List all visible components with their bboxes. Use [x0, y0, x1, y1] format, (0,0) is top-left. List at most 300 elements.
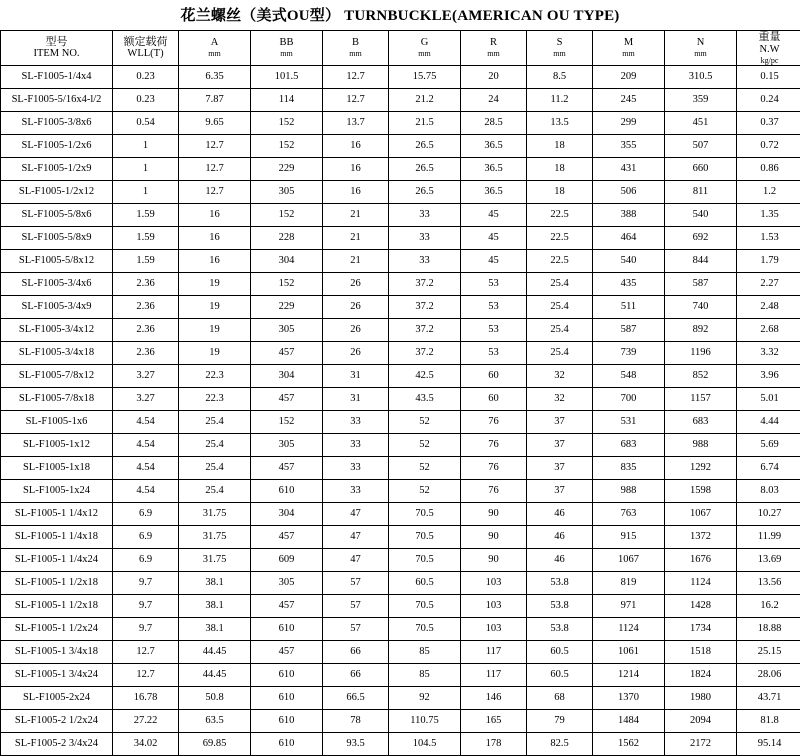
cell-value: 3.27: [113, 387, 179, 410]
cell-item-no: SL-F1005-5/8x9: [1, 226, 113, 249]
cell-value: 152: [251, 111, 323, 134]
cell-value: 43.5: [389, 387, 461, 410]
cell-value: 152: [251, 410, 323, 433]
cell-value: 12.7: [113, 640, 179, 663]
cell-value: 835: [593, 456, 665, 479]
cell-value: 1214: [593, 663, 665, 686]
cell-value: 2094: [665, 709, 737, 732]
cell-value: 37: [527, 433, 593, 456]
cell-value: 43.71: [737, 686, 800, 709]
cell-value: 610: [251, 617, 323, 640]
cell-value: 53: [461, 341, 527, 364]
cell-value: 53: [461, 318, 527, 341]
cell-value: 12.7: [323, 88, 389, 111]
column-header-wll: [113, 31, 179, 66]
cell-value: 53: [461, 295, 527, 318]
table-row: [1, 617, 800, 640]
cell-value: 2.36: [113, 341, 179, 364]
cell-value: 1: [113, 134, 179, 157]
column-header-m: [593, 31, 665, 66]
cell-value: 103: [461, 594, 527, 617]
cell-value: 2172: [665, 732, 737, 755]
cell-value: 70.5: [389, 617, 461, 640]
cell-value: 852: [665, 364, 737, 387]
table-row: [1, 686, 800, 709]
cell-value: 103: [461, 617, 527, 640]
cell-value: 146: [461, 686, 527, 709]
cell-value: 44.45: [179, 663, 251, 686]
cell-value: 79: [527, 709, 593, 732]
table-row: [1, 203, 800, 226]
cell-value: 464: [593, 226, 665, 249]
cell-value: 33: [323, 456, 389, 479]
cell-value: 25.4: [179, 410, 251, 433]
cell-value: 26: [323, 318, 389, 341]
cell-value: 2.48: [737, 295, 800, 318]
cell-value: 15.75: [389, 65, 461, 88]
table-row: [1, 456, 800, 479]
cell-item-no: SL-F1005-1 1/2x18: [1, 571, 113, 594]
cell-value: 81.8: [737, 709, 800, 732]
cell-item-no: SL-F1005-1 1/4x24: [1, 548, 113, 571]
cell-value: 38.1: [179, 571, 251, 594]
cell-value: 90: [461, 548, 527, 571]
cell-value: 70.5: [389, 594, 461, 617]
table-row: [1, 410, 800, 433]
cell-value: 457: [251, 594, 323, 617]
cell-value: 93.5: [323, 732, 389, 755]
cell-item-no: SL-F1005-7/8x12: [1, 364, 113, 387]
cell-value: 46: [527, 502, 593, 525]
cell-value: 38.1: [179, 594, 251, 617]
cell-value: 1.53: [737, 226, 800, 249]
table-row: [1, 548, 800, 571]
cell-value: 60.5: [527, 663, 593, 686]
cell-value: 26: [323, 295, 389, 318]
cell-value: 548: [593, 364, 665, 387]
table-row: [1, 479, 800, 502]
cell-value: 101.5: [251, 65, 323, 88]
cell-value: 60: [461, 364, 527, 387]
table-row: [1, 732, 800, 755]
table-header: [1, 31, 800, 66]
cell-item-no: SL-F1005-1 1/4x18: [1, 525, 113, 548]
cell-value: 53.8: [527, 594, 593, 617]
cell-value: 18.88: [737, 617, 800, 640]
cell-value: 21: [323, 249, 389, 272]
column-header-weight-cjk: 重量: [737, 31, 800, 44]
cell-value: 178: [461, 732, 527, 755]
cell-value: 1.79: [737, 249, 800, 272]
cell-value: 26.5: [389, 157, 461, 180]
cell-value: 6.74: [737, 456, 800, 479]
cell-value: 52: [389, 433, 461, 456]
cell-value: 4.54: [113, 456, 179, 479]
cell-value: 359: [665, 88, 737, 111]
cell-value: 1562: [593, 732, 665, 755]
cell-value: 31.75: [179, 525, 251, 548]
cell-value: 355: [593, 134, 665, 157]
cell-value: 511: [593, 295, 665, 318]
table-body: [1, 65, 800, 755]
cell-value: 6.9: [113, 502, 179, 525]
cell-item-no: SL-F1005-3/4x12: [1, 318, 113, 341]
cell-value: 85: [389, 640, 461, 663]
cell-item-no: SL-F1005-3/4x6: [1, 272, 113, 295]
table-row: [1, 295, 800, 318]
cell-value: 1: [113, 180, 179, 203]
cell-value: 811: [665, 180, 737, 203]
cell-value: 1067: [665, 502, 737, 525]
cell-value: 57: [323, 571, 389, 594]
cell-value: 16: [179, 226, 251, 249]
cell-value: 33: [389, 226, 461, 249]
cell-value: 33: [389, 249, 461, 272]
cell-value: 42.5: [389, 364, 461, 387]
table-row: [1, 180, 800, 203]
cell-value: 37.2: [389, 318, 461, 341]
column-header-s-label: S: [527, 37, 592, 49]
cell-value: 25.4: [179, 456, 251, 479]
cell-value: 44.45: [179, 640, 251, 663]
cell-value: 37.2: [389, 295, 461, 318]
cell-value: 22.3: [179, 387, 251, 410]
table-row: [1, 502, 800, 525]
cell-value: 11.99: [737, 525, 800, 548]
cell-value: 18: [527, 180, 593, 203]
cell-value: 110.75: [389, 709, 461, 732]
cell-value: 2.68: [737, 318, 800, 341]
cell-value: 1292: [665, 456, 737, 479]
cell-value: 45: [461, 203, 527, 226]
cell-value: 1067: [593, 548, 665, 571]
cell-value: 435: [593, 272, 665, 295]
table-row: [1, 88, 800, 111]
cell-value: 13.56: [737, 571, 800, 594]
cell-value: 90: [461, 502, 527, 525]
cell-value: 1061: [593, 640, 665, 663]
cell-value: 20: [461, 65, 527, 88]
cell-value: 18: [527, 157, 593, 180]
cell-item-no: SL-F1005-1/2x6: [1, 134, 113, 157]
cell-value: 229: [251, 295, 323, 318]
cell-value: 12.7: [179, 180, 251, 203]
cell-value: 46: [527, 548, 593, 571]
column-header-g: [389, 31, 461, 66]
cell-value: 0.23: [113, 65, 179, 88]
cell-value: 1157: [665, 387, 737, 410]
cell-value: 60: [461, 387, 527, 410]
page-title: 花兰螺丝（美式OU型） TURNBUCKLE(AMERICAN OU TYPE): [0, 0, 800, 30]
cell-value: 305: [251, 318, 323, 341]
cell-item-no: SL-F1005-1 1/4x12: [1, 502, 113, 525]
cell-value: 53.8: [527, 617, 593, 640]
table-row: [1, 157, 800, 180]
cell-value: 7.87: [179, 88, 251, 111]
cell-value: 310.5: [665, 65, 737, 88]
cell-value: 57: [323, 617, 389, 640]
cell-item-no: SL-F1005-1 3/4x18: [1, 640, 113, 663]
cell-item-no: SL-F1005-1/2x9: [1, 157, 113, 180]
cell-value: 457: [251, 341, 323, 364]
column-header-bb-unit: mm: [251, 49, 322, 58]
cell-value: 1: [113, 157, 179, 180]
cell-value: 117: [461, 663, 527, 686]
table-row: [1, 134, 800, 157]
table-row: [1, 594, 800, 617]
cell-value: 37: [527, 479, 593, 502]
cell-value: 0.54: [113, 111, 179, 134]
cell-value: 2.36: [113, 318, 179, 341]
cell-value: 988: [665, 433, 737, 456]
cell-value: 1484: [593, 709, 665, 732]
cell-value: 1370: [593, 686, 665, 709]
cell-value: 22.5: [527, 203, 593, 226]
table-row: [1, 709, 800, 732]
cell-value: 457: [251, 525, 323, 548]
cell-value: 6.9: [113, 525, 179, 548]
cell-value: 25.4: [527, 341, 593, 364]
cell-value: 38.1: [179, 617, 251, 640]
cell-value: 844: [665, 249, 737, 272]
cell-value: 85: [389, 663, 461, 686]
cell-value: 21: [323, 226, 389, 249]
cell-value: 1196: [665, 341, 737, 364]
cell-item-no: SL-F1005-7/8x18: [1, 387, 113, 410]
cell-value: 78: [323, 709, 389, 732]
cell-value: 47: [323, 502, 389, 525]
cell-value: 63.5: [179, 709, 251, 732]
cell-value: 16.78: [113, 686, 179, 709]
cell-value: 2.36: [113, 295, 179, 318]
cell-value: 31: [323, 387, 389, 410]
column-header-weight-unit: kg/pc: [737, 56, 800, 65]
column-header-wll-label: WLL(T): [113, 48, 178, 60]
cell-value: 0.72: [737, 134, 800, 157]
cell-value: 1598: [665, 479, 737, 502]
cell-value: 660: [665, 157, 737, 180]
table-row: [1, 433, 800, 456]
cell-value: 11.2: [527, 88, 593, 111]
cell-value: 152: [251, 272, 323, 295]
table-row: [1, 65, 800, 88]
table-row: [1, 364, 800, 387]
column-header-a: [179, 31, 251, 66]
cell-item-no: SL-F1005-1/4x4: [1, 65, 113, 88]
cell-item-no: SL-F1005-1x6: [1, 410, 113, 433]
cell-item-no: SL-F1005-1 1/2x18: [1, 594, 113, 617]
cell-value: 6.9: [113, 548, 179, 571]
table-row: [1, 387, 800, 410]
table-row: [1, 249, 800, 272]
cell-value: 1824: [665, 663, 737, 686]
cell-value: 27.22: [113, 709, 179, 732]
cell-value: 451: [665, 111, 737, 134]
column-header-r: [461, 31, 527, 66]
cell-value: 304: [251, 249, 323, 272]
cell-value: 13.69: [737, 548, 800, 571]
column-header-item-no: [1, 31, 113, 66]
cell-item-no: SL-F1005-5/8x12: [1, 249, 113, 272]
cell-value: 19: [179, 341, 251, 364]
cell-value: 36.5: [461, 134, 527, 157]
cell-value: 52: [389, 479, 461, 502]
cell-value: 4.54: [113, 479, 179, 502]
cell-value: 82.5: [527, 732, 593, 755]
cell-value: 26.5: [389, 180, 461, 203]
cell-value: 5.01: [737, 387, 800, 410]
cell-value: 5.69: [737, 433, 800, 456]
turnbuckle-spec-table: [0, 30, 800, 756]
cell-value: 95.14: [737, 732, 800, 755]
cell-value: 2.36: [113, 272, 179, 295]
cell-value: 69.85: [179, 732, 251, 755]
cell-value: 37: [527, 410, 593, 433]
cell-value: 305: [251, 433, 323, 456]
cell-value: 0.15: [737, 65, 800, 88]
cell-value: 31: [323, 364, 389, 387]
cell-value: 531: [593, 410, 665, 433]
cell-value: 16: [323, 180, 389, 203]
cell-value: 76: [461, 433, 527, 456]
cell-value: 104.5: [389, 732, 461, 755]
column-header-wll-cjk: 额定载荷: [113, 36, 178, 49]
table-row: [1, 318, 800, 341]
cell-value: 117: [461, 640, 527, 663]
cell-item-no: SL-F1005-1x12: [1, 433, 113, 456]
cell-value: 26: [323, 272, 389, 295]
cell-value: 114: [251, 88, 323, 111]
cell-value: 60.5: [389, 571, 461, 594]
cell-value: 22.5: [527, 249, 593, 272]
cell-value: 431: [593, 157, 665, 180]
cell-value: 4.44: [737, 410, 800, 433]
table-row: [1, 111, 800, 134]
column-header-n: [665, 31, 737, 66]
cell-item-no: SL-F1005-1 3/4x24: [1, 663, 113, 686]
column-header-item-no-label: ITEM NO.: [1, 48, 112, 60]
cell-value: 540: [665, 203, 737, 226]
cell-value: 12.7: [113, 663, 179, 686]
cell-value: 26.5: [389, 134, 461, 157]
cell-value: 22.5: [527, 226, 593, 249]
cell-value: 70.5: [389, 525, 461, 548]
cell-value: 915: [593, 525, 665, 548]
cell-value: 66: [323, 640, 389, 663]
cell-value: 25.15: [737, 640, 800, 663]
cell-value: 228: [251, 226, 323, 249]
cell-value: 46: [527, 525, 593, 548]
cell-value: 3.27: [113, 364, 179, 387]
cell-value: 90: [461, 525, 527, 548]
cell-value: 1372: [665, 525, 737, 548]
cell-value: 16: [323, 157, 389, 180]
cell-value: 2.27: [737, 272, 800, 295]
cell-value: 26: [323, 341, 389, 364]
cell-value: 610: [251, 479, 323, 502]
cell-value: 0.86: [737, 157, 800, 180]
cell-value: 587: [665, 272, 737, 295]
cell-value: 1.59: [113, 226, 179, 249]
cell-value: 0.24: [737, 88, 800, 111]
cell-value: 165: [461, 709, 527, 732]
column-header-s: [527, 31, 593, 66]
cell-value: 28.5: [461, 111, 527, 134]
cell-value: 1.2: [737, 180, 800, 203]
cell-value: 16: [323, 134, 389, 157]
cell-value: 92: [389, 686, 461, 709]
column-header-bb-label: BB: [251, 37, 322, 49]
column-header-r-label: R: [461, 37, 526, 49]
column-header-a-label: A: [179, 37, 250, 49]
cell-value: 9.7: [113, 594, 179, 617]
cell-value: 1428: [665, 594, 737, 617]
column-header-a-unit: mm: [179, 49, 250, 58]
cell-value: 32: [527, 364, 593, 387]
column-header-g-unit: mm: [389, 49, 460, 58]
column-header-bb: [251, 31, 323, 66]
cell-value: 76: [461, 410, 527, 433]
table-row: [1, 272, 800, 295]
column-header-n-unit: mm: [665, 49, 736, 58]
cell-value: 31.75: [179, 548, 251, 571]
cell-value: 16: [179, 249, 251, 272]
cell-item-no: SL-F1005-5/16x4-l/2: [1, 88, 113, 111]
cell-value: 507: [665, 134, 737, 157]
cell-value: 50.8: [179, 686, 251, 709]
cell-value: 1518: [665, 640, 737, 663]
cell-value: 305: [251, 571, 323, 594]
cell-value: 152: [251, 134, 323, 157]
cell-value: 610: [251, 709, 323, 732]
cell-value: 33: [389, 203, 461, 226]
cell-value: 763: [593, 502, 665, 525]
cell-value: 37.2: [389, 272, 461, 295]
table-row: [1, 226, 800, 249]
cell-value: 19: [179, 272, 251, 295]
cell-value: 1124: [593, 617, 665, 640]
column-header-weight-label: N.W: [737, 44, 800, 56]
column-header-b-label: B: [323, 37, 388, 49]
table-row: [1, 571, 800, 594]
cell-value: 12.7: [323, 65, 389, 88]
cell-value: 3.96: [737, 364, 800, 387]
cell-value: 37: [527, 456, 593, 479]
cell-value: 8.03: [737, 479, 800, 502]
cell-value: 4.54: [113, 433, 179, 456]
table-row: [1, 640, 800, 663]
cell-value: 37.2: [389, 341, 461, 364]
cell-value: 53.8: [527, 571, 593, 594]
cell-item-no: SL-F1005-3/4x18: [1, 341, 113, 364]
cell-value: 9.65: [179, 111, 251, 134]
cell-value: 47: [323, 548, 389, 571]
cell-value: 24: [461, 88, 527, 111]
column-header-b: [323, 31, 389, 66]
cell-value: 683: [593, 433, 665, 456]
cell-value: 540: [593, 249, 665, 272]
cell-value: 25.4: [179, 433, 251, 456]
cell-value: 70.5: [389, 502, 461, 525]
cell-value: 587: [593, 318, 665, 341]
cell-value: 33: [323, 479, 389, 502]
column-header-r-unit: mm: [461, 49, 526, 58]
cell-item-no: SL-F1005-1x18: [1, 456, 113, 479]
column-header-s-unit: mm: [527, 49, 592, 58]
cell-value: 457: [251, 640, 323, 663]
cell-value: 245: [593, 88, 665, 111]
cell-value: 66: [323, 663, 389, 686]
